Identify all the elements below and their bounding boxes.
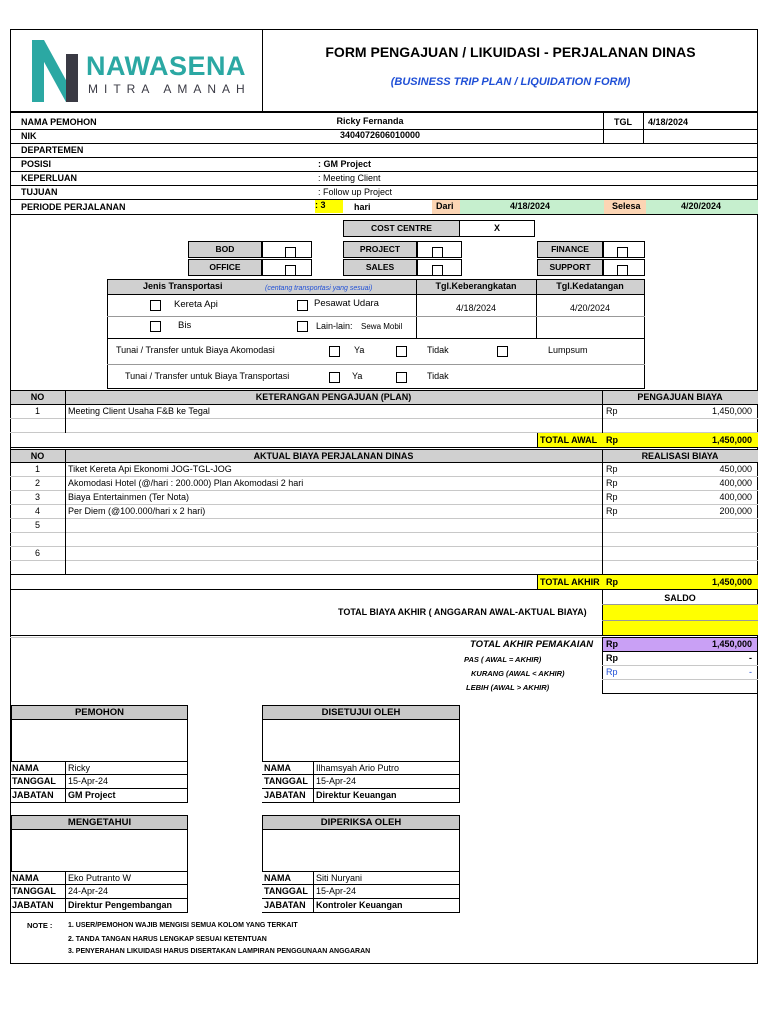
actual-no-header: NO <box>30 451 45 461</box>
posisi-value: : GM Project <box>318 159 372 169</box>
kurang-amount: - <box>749 667 752 677</box>
actual-row-desc: Biaya Entertainmen (Ter Nota) <box>68 492 190 502</box>
transportasi-label: Tunai / Transfer untuk Biaya Transportasi <box>125 371 290 381</box>
transport-tidak-label: Tidak <box>427 371 449 381</box>
lumpsum-label: Lumpsum <box>548 345 588 355</box>
cost-centre-label: COST CENTRE <box>371 223 432 233</box>
cc-project-checkbox[interactable] <box>432 247 443 258</box>
kurang-cur: Rp <box>606 667 618 677</box>
sig-tanggal-label: TANGGAL <box>264 886 308 896</box>
sig-mengetahui-nama: Eko Putranto W <box>68 873 132 883</box>
actual-row-cur: Rp <box>606 506 618 516</box>
actual-row-cur: Rp <box>606 464 618 474</box>
actual-row-amount: 400,000 <box>719 478 752 488</box>
transport-hint: (centang transportasi yang sesuai) <box>265 285 373 292</box>
tujuan-value: : Follow up Project <box>318 187 393 197</box>
dari-value: 4/18/2024 <box>509 201 551 211</box>
cc-sales-checkbox[interactable] <box>432 265 443 276</box>
sig-nama-label: NAMA <box>12 763 39 773</box>
actual-desc-header: AKTUAL BIAYA PERJALANAN DINAS <box>253 451 414 461</box>
actual-cost-header: REALISASI BIAYA <box>641 451 719 461</box>
cc-office-label: OFFICE <box>209 262 241 272</box>
transport-tidak-checkbox[interactable] <box>396 372 407 383</box>
actual-row-cur: Rp <box>606 492 618 502</box>
pas-amount: - <box>749 653 752 663</box>
sig-nama-label: NAMA <box>12 873 39 883</box>
kereta-api-label: Kereta Api <box>174 299 218 310</box>
actual-row-no: 5 <box>34 520 40 530</box>
nik-label: NIK <box>21 131 37 141</box>
selesa-value: 4/20/2024 <box>680 201 722 211</box>
actual-row-desc: Per Diem (@100.000/hari x 2 hari) <box>68 506 206 516</box>
sig-jabatan-label: JABATAN <box>12 900 54 910</box>
sig-disetujui-jabatan: Direktur Keuangan <box>316 790 397 800</box>
posisi-label: POSISI <box>21 159 52 169</box>
note-item-2: 2. TANDA TANGAN HARUS LENGKAP SESUAI KETENTUAN <box>68 936 267 943</box>
sig-pemohon-jabatan: GM Project <box>68 790 116 800</box>
plan-total-amount: 1,450,000 <box>711 435 752 445</box>
keperluan-value: : Meeting Client <box>318 173 381 183</box>
notes-label: NOTE : <box>27 921 53 930</box>
selesa-label: Selesa <box>612 201 641 211</box>
lain-lain-checkbox[interactable] <box>297 321 308 332</box>
actual-row-no: 3 <box>34 492 40 502</box>
cc-project-label: PROJECT <box>359 244 401 254</box>
sig-jabatan-label: JABATAN <box>264 790 306 800</box>
sig-pemohon-tanggal: 15-Apr-24 <box>68 776 109 786</box>
actual-row-no: 2 <box>34 478 40 488</box>
actual-row-no: 1 <box>34 464 40 474</box>
lain-lain-label: Lain-lain: <box>316 321 353 331</box>
cost-centre-value: X <box>493 223 500 233</box>
plan-row-no: 1 <box>34 406 40 416</box>
sig-mengetahui-jabatan: Direktur Pengembangan <box>68 900 173 910</box>
plan-total-cur: Rp <box>606 435 618 445</box>
akomodasi-ya-label: Ya <box>354 345 365 355</box>
akomodasi-tidak-checkbox[interactable] <box>396 346 407 357</box>
transport-ya-checkbox[interactable] <box>329 372 340 383</box>
actual-total-cur: Rp <box>606 577 618 587</box>
sig-jabatan-label: JABATAN <box>12 790 54 800</box>
dept-label: DEPARTEMEN <box>21 145 84 155</box>
periode-days: : 3 <box>315 200 343 213</box>
logo-mark-icon <box>30 38 80 104</box>
pemakaian-label: TOTAL AKHIR PEMAKAIAN <box>470 639 594 650</box>
cc-office-checkbox[interactable] <box>285 265 296 276</box>
bis-checkbox[interactable] <box>150 321 161 332</box>
keperluan-label: KEPERLUAN <box>21 173 78 183</box>
tgl-value: 4/18/2024 <box>648 117 689 127</box>
note-item-1: 1. USER/PEMOHON WAJIB MENGISI SEMUA KOLOM YANG TERKAIT <box>68 922 298 929</box>
form-title: FORM PENGAJUAN / LIKUIDASI - PERJALANAN DINAS <box>325 44 696 60</box>
nik-value: 3404072606010000 <box>339 130 421 140</box>
actual-row-no: 4 <box>34 506 40 516</box>
cc-support-label: SUPPORT <box>549 262 591 272</box>
transport-ya-label: Ya <box>352 371 363 381</box>
sig-disetujui-header: DISETUJUI OLEH <box>262 705 460 720</box>
sig-diperiksa-tanggal: 15-Apr-24 <box>316 886 357 896</box>
sig-disetujui-tanggal: 15-Apr-24 <box>316 776 357 786</box>
pemakaian-cur: Rp <box>606 639 618 649</box>
tgl-label: TGL <box>614 117 632 127</box>
sig-mengetahui-header: MENGETAHUI <box>11 815 188 830</box>
pesawat-checkbox[interactable] <box>297 300 308 311</box>
actual-total-label: TOTAL AKHIR <box>540 577 600 587</box>
saldo-label: SALDO <box>664 593 696 603</box>
periode-label: PERIODE PERJALANAN <box>21 202 126 212</box>
tujuan-label: TUJUAN <box>21 187 58 197</box>
sig-mengetahui-tanggal: 24-Apr-24 <box>68 886 109 896</box>
kurang-label: KURANG (AWAL < AKHIR) <box>471 669 565 678</box>
logo-brand: NAWASENA <box>86 51 247 81</box>
plan-cost-header: PENGAJUAN BIAYA <box>637 392 723 402</box>
logo-sub: MITRA AMANAH <box>88 82 251 96</box>
nama-label: NAMA PEMOHON <box>21 117 97 127</box>
kedatangan-label: Tgl.Kedatangan <box>556 281 624 291</box>
lebih-label: LEBIH (AWAL > AKHIR) <box>466 683 550 692</box>
berangkat-label: Tgl.Keberangkatan <box>435 281 517 291</box>
cc-finance-checkbox[interactable] <box>617 247 628 258</box>
sig-pemohon-nama: Ricky <box>68 763 90 773</box>
hari-label: hari <box>354 202 371 212</box>
akomodasi-ya-checkbox[interactable] <box>329 346 340 357</box>
form-subtitle: (BUSINESS TRIP PLAN / LIQUIDATION FORM) <box>390 76 631 88</box>
note-item-3: 3. PENYERAHAN LIKUIDASI HARUS DISERTAKAN LAMPIRAN PENGGUNAAN ANGGARAN <box>68 948 371 955</box>
transport-header: Jenis Transportasi <box>143 281 223 291</box>
lain-lain-value: Sewa Mobil <box>361 322 403 331</box>
actual-row-desc: Tiket Kereta Api Ekonomi JOG-TGL-JOG <box>68 464 232 474</box>
sig-disetujui-nama: Ilhamsyah Ario Putro <box>316 763 400 773</box>
plan-total-label: TOTAL AWAL <box>540 435 598 445</box>
sig-tanggal-label: TANGGAL <box>264 776 308 786</box>
actual-row-amount: 450,000 <box>719 464 752 474</box>
sig-tanggal-label: TANGGAL <box>12 886 56 896</box>
berangkat-value: 4/18/2024 <box>455 303 497 313</box>
logo <box>30 38 250 108</box>
actual-total-amount: 1,450,000 <box>711 577 752 587</box>
dari-label: Dari <box>436 201 454 211</box>
sig-diperiksa-header: DIPERIKSA OLEH <box>262 815 460 830</box>
akomodasi-label: Tunai / Transfer untuk Biaya Akomodasi <box>116 345 275 355</box>
plan-row-cur: Rp <box>606 406 618 416</box>
total-biaya-label: TOTAL BIAYA AKHIR ( ANGGARAN AWAL-AKTUAL BIAYA) <box>338 607 587 617</box>
plan-row-desc: Meeting Client Usaha F&B ke Tegal <box>68 406 210 416</box>
cc-bod-checkbox[interactable] <box>285 247 296 258</box>
sig-pemohon-header: PEMOHON <box>11 705 188 720</box>
lumpsum-checkbox[interactable] <box>497 346 508 357</box>
plan-no-header: NO <box>30 392 45 402</box>
nama-value: Ricky Fernanda <box>336 116 404 126</box>
pesawat-label: Pesawat Udara <box>314 298 379 309</box>
plan-row-amount: 1,450,000 <box>711 406 752 416</box>
cc-support-checkbox[interactable] <box>617 265 628 276</box>
sig-diperiksa-jabatan: Kontroler Keuangan <box>316 900 403 910</box>
kedatangan-value: 4/20/2024 <box>569 303 611 313</box>
actual-row-cur: Rp <box>606 478 618 488</box>
actual-row-desc: Akomodasi Hotel (@/hari : 200.000) Plan Akomodasi 2 hari <box>68 478 304 488</box>
pas-label: PAS ( AWAL = AKHIR) <box>464 655 542 664</box>
sig-diperiksa-nama: Siti Nuryani <box>316 873 363 883</box>
cc-sales-label: SALES <box>365 262 395 272</box>
plan-desc-header: KETERANGAN PENGAJUAN (PLAN) <box>255 392 412 402</box>
akomodasi-tidak-label: Tidak <box>427 345 449 355</box>
actual-row-amount: 400,000 <box>719 492 752 502</box>
kereta-api-checkbox[interactable] <box>150 300 161 311</box>
cc-finance-label: FINANCE <box>551 244 589 254</box>
pemakaian-amount: 1,450,000 <box>711 639 752 649</box>
sig-nama-label: NAMA <box>264 873 291 883</box>
sig-tanggal-label: TANGGAL <box>12 776 56 786</box>
bis-label: Bis <box>178 320 192 331</box>
cc-bod-label: BOD <box>215 244 235 254</box>
sig-jabatan-label: JABATAN <box>264 900 306 910</box>
sig-nama-label: NAMA <box>264 763 291 773</box>
actual-row-amount: 200,000 <box>719 506 752 516</box>
actual-row-no: 6 <box>34 548 40 558</box>
pas-cur: Rp <box>606 653 618 663</box>
